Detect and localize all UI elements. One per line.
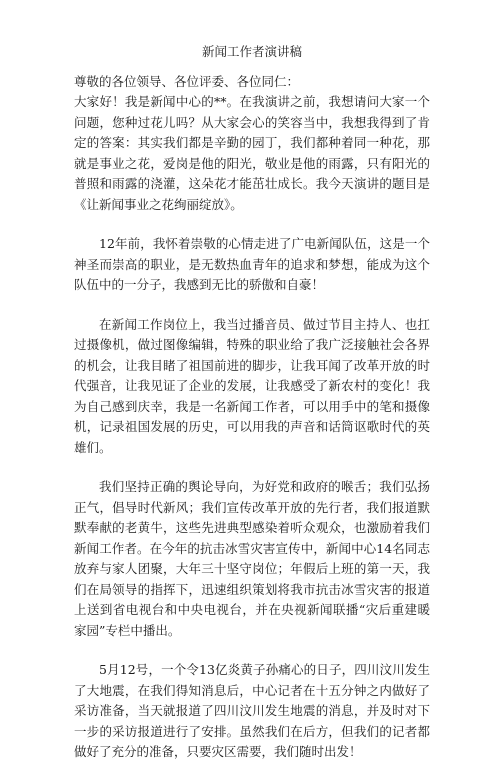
document-title: 新闻工作者演讲稿 [201, 44, 302, 59]
paragraph-job-roles: 在新闻工作岗位上，我当过播音员、做过节目主持人、也扛过摄像机，做过图像编辑，特殊的职业给了我广泛接触社会各界的机会，让我目睹了祖国前进的脚步，让我耳闻了改革开放的时代强音，让我见证了企业的发展，让我感受了新农村的变化！我为自己感到庆幸，我是一名新闻工作者，可以用手中的笔和摄像机，记录祖国发展的历史，可以用我的声音和话筒讴歌时代的英雄们。 [74, 316, 430, 455]
paragraph-public-opinion: 我们坚持正确的舆论导向，为好党和政府的喉舌；我们弘扬正气，倡导时代新风；我们宣传改革开放的先行者，我们报道默默奉献的老黄牛，这些先进典型感染着听众观众，也激励着我们新闻工作者。在今年的抗击冰雪灾害宣传中，新闻中心14名同志放弃与家人团聚，大年三十坚守岗位；年假后上班的第一天，我们在局领导的指挥下，迅速组织策划将我市抗击冰雪灾害的报道上送到省电视台和中央电视台，并在央视新闻联播“灾后重建暖家园”专栏中播出。 [74, 479, 430, 638]
paragraph-earthquake: 5月12号，一个令13亿炎黄子孙痛心的日子，四川汶川发生了大地震，在我们得知消息后，中心记者在十五分钟之内做好了采访准备，当天就报道了四川汶川发生地震的消息，并及时对下一步的采访报道进行了安排。虽然我们在后方，但我们的记者都做好了充分的准备，只要灾区需要，我们随时出发！ [74, 662, 430, 759]
salutation: 尊敬的各位领导、各位评委、各位同仁： [74, 74, 300, 89]
document-page [74, 44, 430, 782]
paragraph-career-start: 12年前，我怀着崇敬的心情走进了广电新闻队伍，这是一个神圣而崇高的职业，是无数热血青年的追求和梦想，能成为这个队伍中的一分子，我感到无比的骄傲和自豪！ [74, 236, 430, 292]
paragraph-intro: 大家好！我是新闻中心的**。在我演讲之前，我想请问大家一个问题，您种过花儿吗？从大家会心的笑容当中，我想我得到了肯定的答案：其实我们都是辛勤的园丁，我们都种着同一种花，那就是事业之花，爱岗是他的阳光，敬业是他的雨露，只有阳光的普照和雨露的浇灌，这朵花才能茁壮成长。我今天演讲的题目是《让新闻事业之花绚丽绽放》。 [74, 94, 430, 212]
